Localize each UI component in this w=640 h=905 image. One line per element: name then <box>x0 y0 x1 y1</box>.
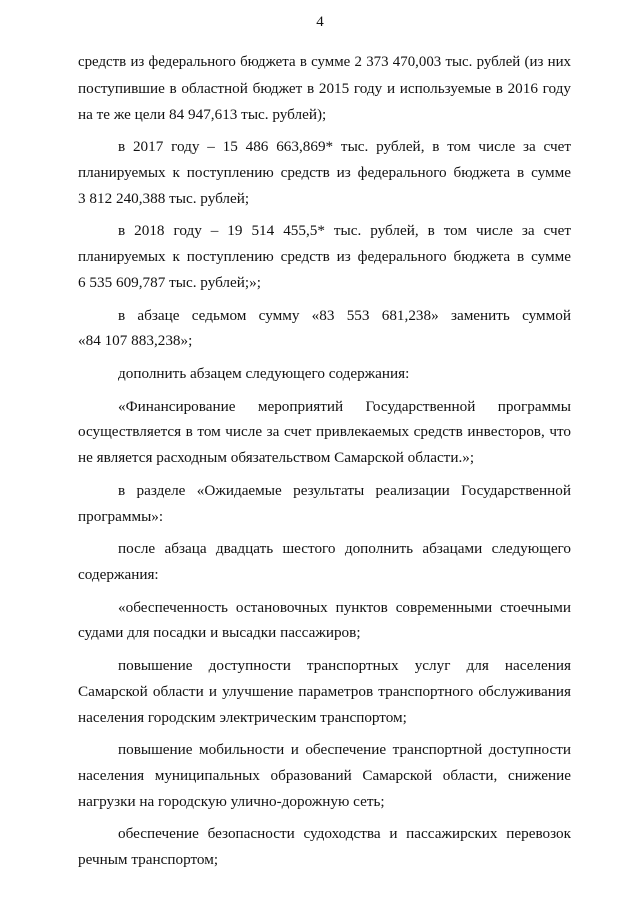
paragraph-line: в разделе «Ожидаемые результаты реализации Государственной <box>118 481 571 499</box>
paragraph <box>78 821 571 873</box>
paragraph-line: на те же цели 84 947,613 тыс. рублей); <box>78 105 327 123</box>
paragraph <box>78 361 571 387</box>
paragraph-line: Самарской области и улучшение параметров транспортного обслуживания <box>78 682 571 700</box>
paragraph-line: программы»: <box>78 507 164 525</box>
paragraph-line: средств из федерального бюджета в сумме 2 373 470,003 тыс. рублей (из них <box>78 54 571 70</box>
paragraph-line: «Финансирование мероприятий Государственной программы <box>118 397 571 415</box>
paragraph-line: осуществляется в том числе за счет привлекаемых средств инвесторов, что <box>78 423 571 441</box>
paragraph-line: «84 107 883,238»; <box>78 332 193 350</box>
paragraph-line: повышение доступности транспортных услуг для населения <box>118 656 571 674</box>
paragraph-line: населения муниципальных образований Самарской области, снижение <box>78 766 571 784</box>
paragraph <box>78 134 571 211</box>
paragraph-line: не является расходным обязательством Самарской области.»; <box>78 449 475 467</box>
paragraph-line: 6 535 609,787 тыс. рублей;»; <box>78 273 261 291</box>
paragraph-line: «обеспеченность остановочных пунктов современными стоечными <box>118 598 571 616</box>
paragraph-line: населения городским электрическим транспортом; <box>78 708 407 726</box>
paragraph <box>78 653 571 730</box>
paragraph <box>78 478 571 530</box>
paragraph-line: нагрузки на городскую улично-дорожную сеть; <box>78 792 385 810</box>
paragraph-line: судами для посадки и высадки пассажиров; <box>78 624 361 642</box>
paragraph <box>78 50 571 127</box>
paragraph-line: планируемых к поступлению средств из федерального бюджета в сумме <box>78 163 571 181</box>
document-body <box>78 50 571 873</box>
paragraph-line: в 2017 году – 15 486 663,869* тыс. рублей, в том числе за счет <box>118 138 571 156</box>
paragraph <box>78 737 571 814</box>
paragraph-line: 3 812 240,388 тыс. рублей; <box>78 189 250 207</box>
paragraph <box>78 303 571 355</box>
paragraph <box>78 218 571 295</box>
paragraph-line: в абзаце седьмом сумму «83 553 681,238» заменить суммой <box>118 306 571 324</box>
paragraph-line: планируемых к поступлению средств из федерального бюджета в сумме <box>78 248 571 266</box>
paragraph-line: речным транспортом; <box>78 851 219 869</box>
paragraph <box>78 536 571 588</box>
paragraph-line: в 2018 году – 19 514 455,5* тыс. рублей, в том числе за счет <box>118 222 571 240</box>
paragraph-line: содержания: <box>78 565 159 583</box>
paragraph-line: обеспечение безопасности судоходства и пассажирских перевозок <box>118 825 571 843</box>
paragraph <box>78 394 571 471</box>
paragraph-line: повышение мобильности и обеспечение транспортной доступности <box>118 741 571 759</box>
paragraph-line: поступившие в областной бюджет в 2015 году и используемые в 2016 году <box>78 79 571 97</box>
paragraph-line: дополнить абзацем следующего содержания: <box>118 364 410 382</box>
paragraph <box>78 595 571 647</box>
page-number: 4 <box>316 14 324 30</box>
paragraph-line: после абзаца двадцать шестого дополнить абзацами следующего <box>118 540 571 558</box>
